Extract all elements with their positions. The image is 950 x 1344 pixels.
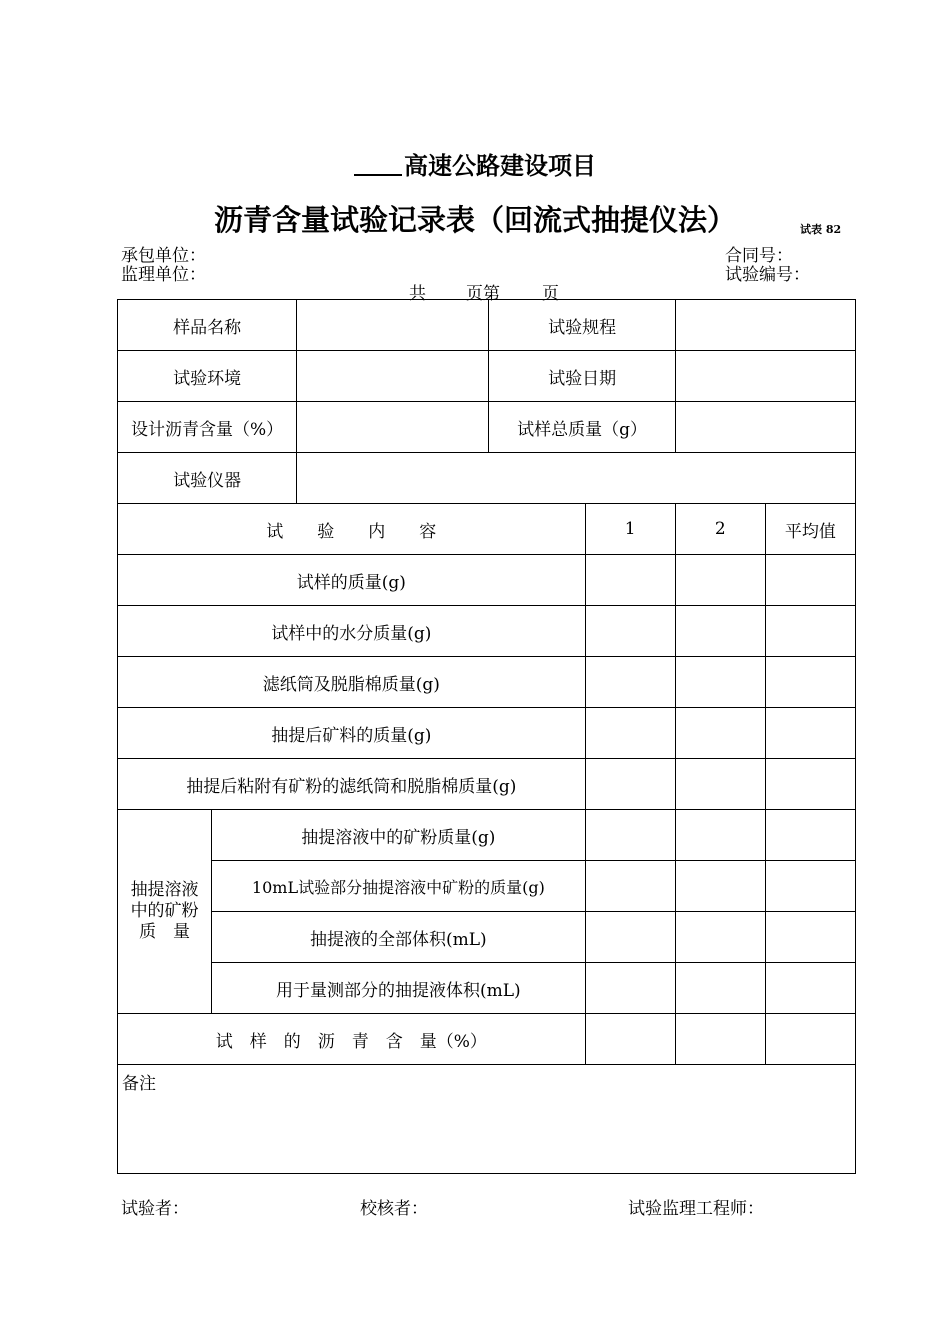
test-env-label: 试验环境 [118,351,297,402]
sample-total-mass-label: 试样总质量（g） [489,402,675,453]
page-total-label: 共 [409,284,426,304]
value-cell[interactable] [585,810,675,861]
value-cell[interactable] [765,759,855,810]
notes-row [118,1065,856,1174]
test-spec-label: 试验规程 [489,300,675,351]
table-row [118,861,856,912]
table-row [118,657,856,708]
info-row [118,453,856,504]
table-row [118,759,856,810]
test-env-value[interactable] [297,351,489,402]
project-title: 高速公路建设项目 [0,146,950,181]
value-cell[interactable] [675,963,765,1014]
checker-label: 校核者： [360,1199,428,1219]
value-cell[interactable] [765,606,855,657]
value-cell[interactable] [675,912,765,963]
contractor-label: 承包单位： [121,246,206,266]
value-cell[interactable] [675,1014,765,1065]
row-label: 抽提后粘附有矿粉的滤纸筒和脱脂棉质量(g) [118,759,586,810]
value-cell[interactable] [585,963,675,1014]
info-row [118,402,856,453]
value-cell[interactable] [675,759,765,810]
info-row [118,300,856,351]
value-cell[interactable] [765,963,855,1014]
value-cell[interactable] [585,606,675,657]
result-label: 试 样 的 沥 青 含 量（%） [118,1014,586,1065]
row-label: 抽提溶液中的矿粉质量(g) [212,810,585,861]
test-date-value[interactable] [675,351,855,402]
value-cell[interactable] [585,708,675,759]
test-date-label: 试验日期 [489,351,675,402]
row-label: 10mL试验部分抽提溶液中矿粉的质量(g) [212,861,585,912]
value-cell[interactable] [585,657,675,708]
record-table [117,299,856,1174]
page-end-label: 页 [542,284,559,304]
form-title: 沥青含量试验记录表（回流式抽提仪法） [213,203,736,237]
value-cell[interactable] [765,555,855,606]
instrument-label: 试验仪器 [118,453,297,504]
value-cell[interactable] [675,708,765,759]
value-cell[interactable] [585,555,675,606]
design-asphalt-value[interactable] [297,402,489,453]
page-current-label: 页第 [466,284,500,304]
sample-name-value[interactable] [297,300,489,351]
value-cell[interactable] [765,657,855,708]
value-cell[interactable] [765,1014,855,1065]
value-cell[interactable] [585,861,675,912]
test-spec-value[interactable] [675,300,855,351]
info-row [118,351,856,402]
design-asphalt-label: 设计沥青含量（%） [118,402,297,453]
supervisor-engineer-label: 试验监理工程师： [628,1199,764,1219]
sample-name-label: 样品名称 [118,300,297,351]
form-number: 试表 82 [800,223,842,236]
row-label: 滤纸筒及脱脂棉质量(g) [118,657,586,708]
contract-no-label: 合同号： [725,246,793,266]
table-row [118,810,856,861]
table-row [118,708,856,759]
content-header: 试 验 内 容 [118,504,586,555]
result-row [118,1014,856,1065]
value-cell[interactable] [585,1014,675,1065]
value-cell[interactable] [765,810,855,861]
notes-label: 备注 [122,1074,156,1094]
tester-label: 试验者： [121,1199,189,1219]
value-cell[interactable] [675,555,765,606]
value-cell[interactable] [765,912,855,963]
col-avg-header: 平均值 [765,504,855,555]
col-2-header: 2 [675,504,765,555]
row-label: 抽提液的全部体积(mL) [212,912,585,963]
value-cell[interactable] [585,912,675,963]
group-label: 抽提溶液中的矿粉质 量 [118,810,212,1014]
table-row [118,963,856,1014]
value-cell[interactable] [675,657,765,708]
supervisor-label: 监理单位： [121,265,206,285]
value-cell[interactable] [675,606,765,657]
row-label: 抽提后矿料的质量(g) [118,708,586,759]
sample-total-mass-value[interactable] [675,402,855,453]
row-label: 试样的质量(g) [118,555,586,606]
row-label: 试样中的水分质量(g) [118,606,586,657]
table-row [118,606,856,657]
table-row [118,912,856,963]
value-cell[interactable] [675,810,765,861]
test-no-label: 试验编号： [725,265,810,285]
value-cell[interactable] [585,759,675,810]
value-cell[interactable] [675,861,765,912]
instrument-value[interactable] [297,453,856,504]
value-cell[interactable] [765,861,855,912]
col-1-header: 1 [585,504,675,555]
notes-cell[interactable] [118,1065,856,1174]
row-label: 用于量测部分的抽提液体积(mL) [212,963,585,1014]
table-row [118,555,856,606]
column-header-row [118,504,856,555]
project-name-blank [354,174,402,176]
value-cell[interactable] [765,708,855,759]
